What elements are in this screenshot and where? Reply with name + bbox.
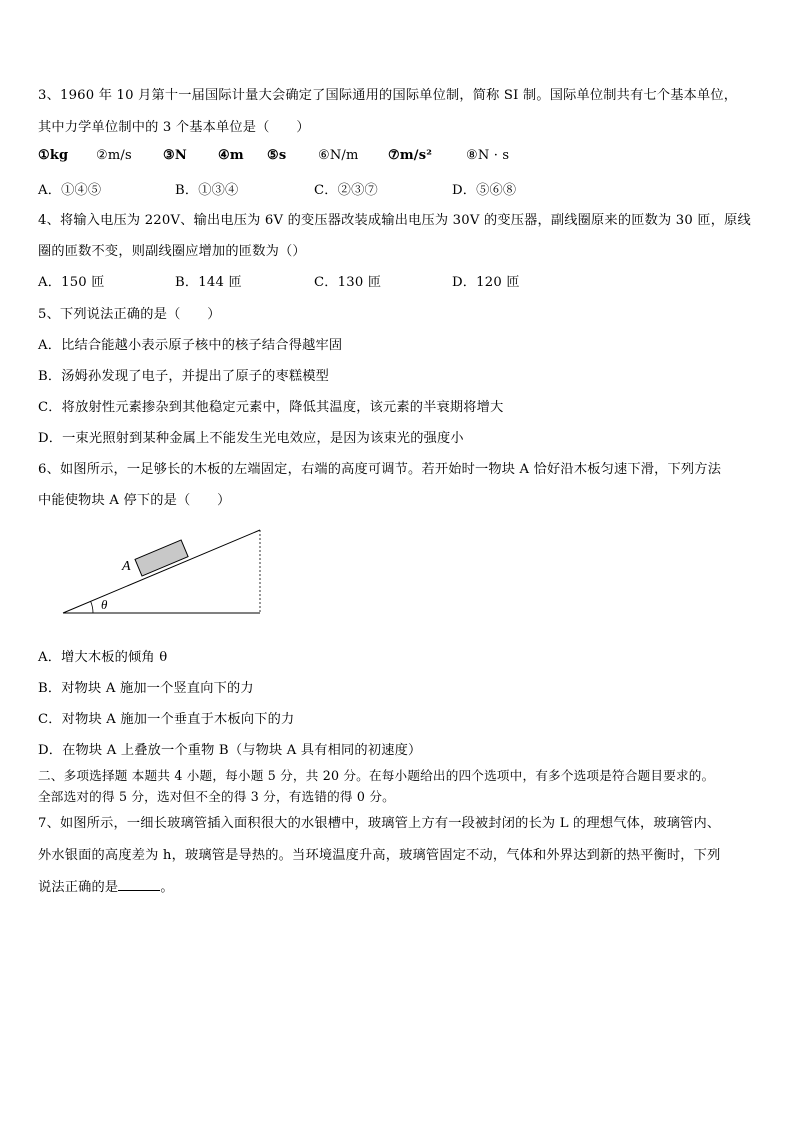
q3-unit-2: ②m/s <box>96 148 132 163</box>
block-label: A <box>122 559 131 574</box>
q3-options <box>38 179 758 197</box>
q7-answer-blank <box>118 879 160 891</box>
q4-options <box>38 271 758 289</box>
q5-option-b: B．汤姆孙发现了电子，并提出了原子的枣糕模型 <box>38 369 330 384</box>
block-a <box>135 540 188 576</box>
q6-option-c: C．对物块 A 施加一个垂直于木板向下的力 <box>38 712 295 727</box>
q3-unit-6: ⑥N/m <box>318 148 359 163</box>
q3-unit-7: ⑦m/s² <box>388 148 433 163</box>
angle-label: θ <box>101 597 108 612</box>
q3-unit-1: ①kg <box>38 148 69 163</box>
q5-option-d: D．一束光照射到某种金属上不能发生光电效应，是因为该束光的强度小 <box>38 431 464 446</box>
q3-unit-3: ③N <box>163 148 187 163</box>
q3-unit-5: ⑤s <box>267 148 287 163</box>
q4-option-b: B．144 匝 <box>175 275 242 290</box>
q3-option-b: B．①③④ <box>175 183 239 198</box>
section2-line2: 全部选对的得 5 分，选对但不全的得 3 分，有选错的得 0 分。 <box>38 789 395 804</box>
q4-option-c: C．130 匝 <box>314 275 382 290</box>
incline-diagram <box>55 527 270 619</box>
q5-option-a: A．比结合能越小表示原子核中的核子结合得越牢固 <box>38 338 343 353</box>
q3-option-c: C．②③⑦ <box>314 183 378 198</box>
q7-stem-line3-text: 说法正确的是 <box>38 880 119 895</box>
incline-board <box>63 530 260 613</box>
q3-option-a: A．①④⑤ <box>38 183 102 198</box>
q3-stem-line1: 3、1960 年 10 月第十一届国际计量大会确定了国际通用的国际单位制，简称 SI 制。国际单位制共有七个基本单位， <box>38 88 738 103</box>
q6-option-b: B．对物块 A 施加一个竖直向下的力 <box>38 681 254 696</box>
q5-option-c: C．将放射性元素掺杂到其他稳定元素中，降低其温度，该元素的半衰期将增大 <box>38 400 504 415</box>
q7-stem-line3 <box>38 876 174 895</box>
section2-line1: 二、多项选择题 本题共 4 小题，每小题 5 分，共 20 分。在每小题给出的四个选项中，有多个选项是符合题目要求的。 <box>38 768 715 783</box>
angle-arc <box>91 601 93 613</box>
q4-stem-line2: 圈的匝数不变，则副线圈应增加的匝数为（） <box>38 244 306 259</box>
q4-stem-line1: 4、将输入电压为 220V、输出电压为 6V 的变压器改装成输出电压为 30V 的变压器，副线圈原来的匝数为 30 匝，原线 <box>38 213 751 228</box>
q6-stem-line1: 6、如图所示，一足够长的木板的左端固定，右端的高度可调节。若开始时一物块 A 恰好沿木板匀速下滑，下列方法 <box>38 462 722 477</box>
q6-option-a: A．增大木板的倾角 θ <box>38 650 168 665</box>
q7-stem-line1: 7、如图所示，一细长玻璃管插入面积很大的水银槽中，玻璃管上方有一段被封闭的长为 L 的理想气体，玻璃管内、 <box>38 816 721 831</box>
q4-option-d: D．120 匝 <box>452 275 520 290</box>
q5-stem: 5、下列说法正确的是（ ） <box>38 307 221 322</box>
q3-stem-line2: 其中力学单位制中的 3 个基本单位是（ ） <box>38 120 310 135</box>
q3-unit-8: ⑧N · s <box>466 148 510 163</box>
q7-stem-line2: 外水银面的高度差为 h，玻璃管是导热的。当环境温度升高，玻璃管固定不动，气体和外界达到新的热平衡时，下列 <box>38 848 721 863</box>
q7-stem-end: 。 <box>160 880 174 895</box>
q3-unit-4: ④m <box>218 148 244 163</box>
q6-option-d: D．在物块 A 上叠放一个重物 B（与物块 A 具有相同的初速度） <box>38 743 422 758</box>
q4-option-a: A．150 匝 <box>38 275 105 290</box>
q6-stem-line2: 中能使物块 A 停下的是（ ） <box>38 493 231 508</box>
q3-option-d: D．⑤⑥⑧ <box>452 183 517 198</box>
q3-units-row <box>38 148 758 166</box>
